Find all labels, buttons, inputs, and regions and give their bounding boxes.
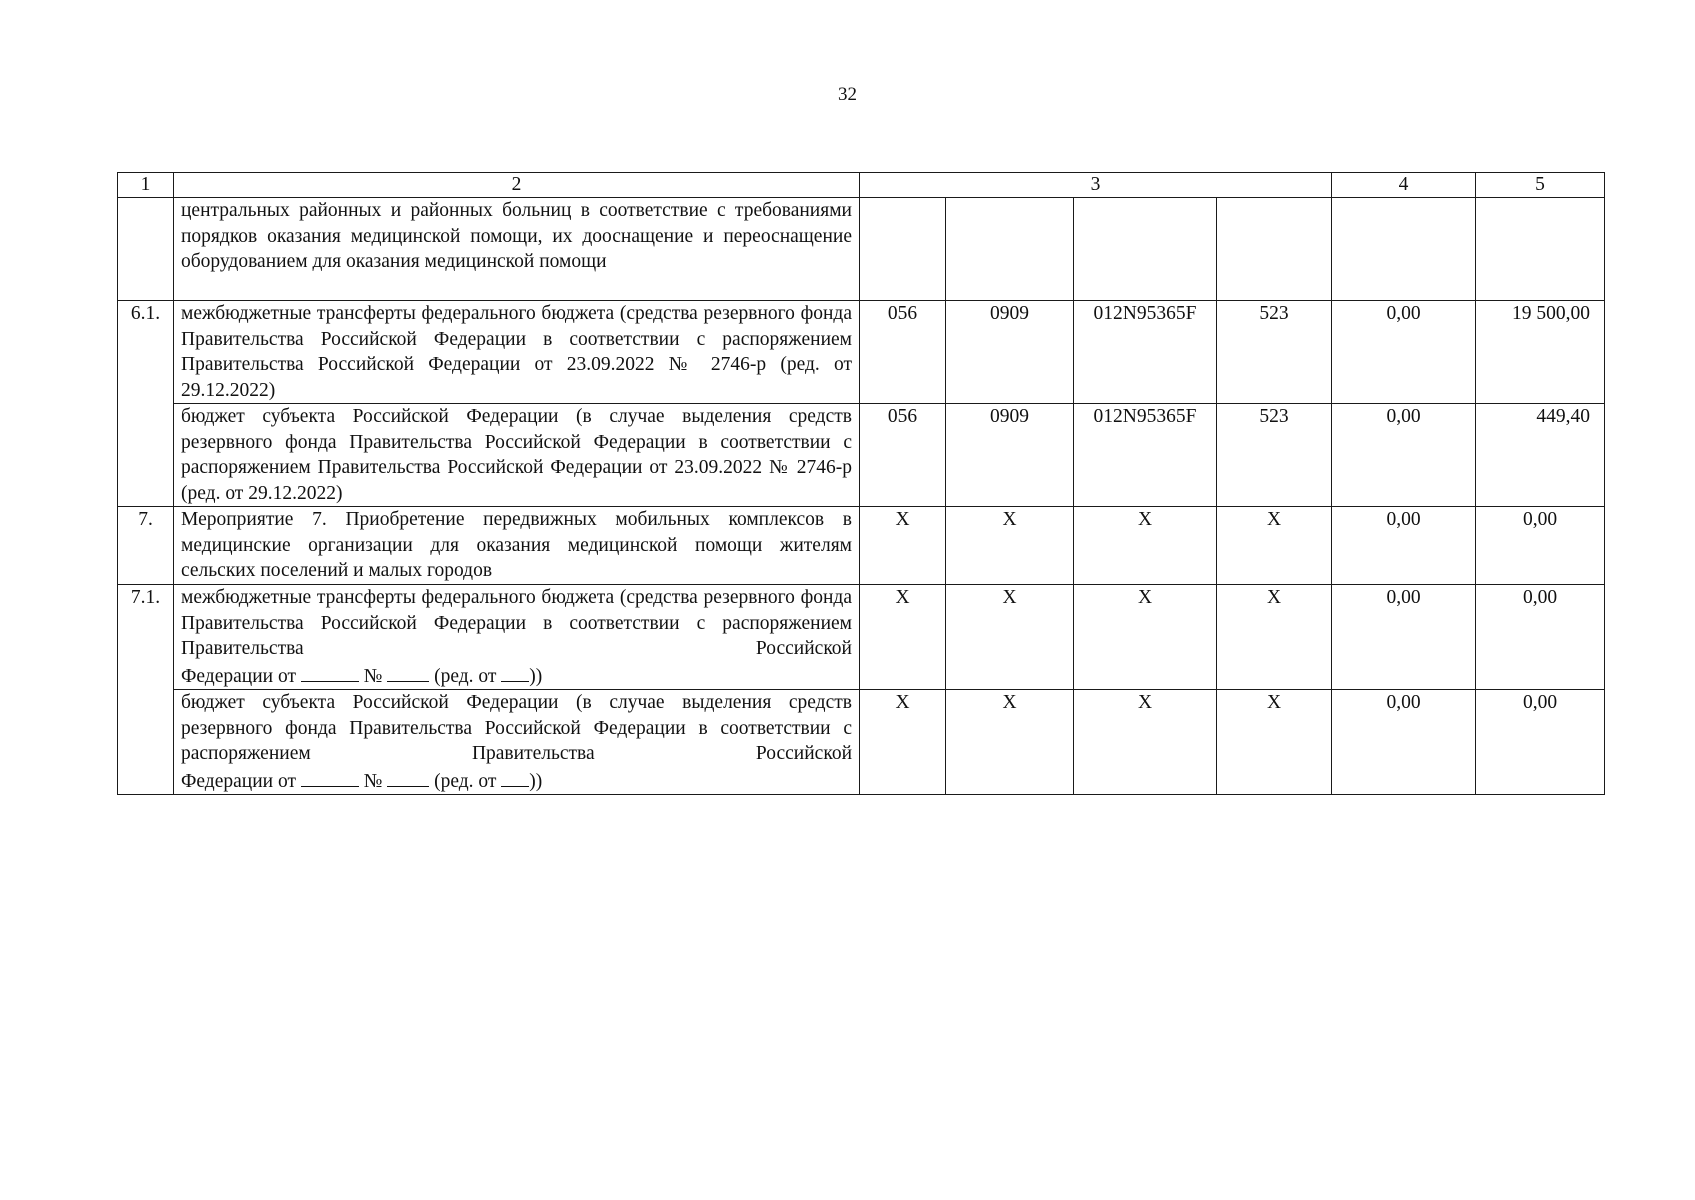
header-col-1: 1 bbox=[118, 173, 174, 198]
cell-code-3: Х bbox=[1074, 690, 1217, 795]
cell-value-5: 0,00 bbox=[1476, 507, 1605, 585]
header-col-3: 3 bbox=[860, 173, 1332, 198]
cell-code-2: 0909 bbox=[946, 404, 1074, 507]
tail-date-label: Федерации от bbox=[181, 770, 296, 792]
cell-value-5 bbox=[1476, 198, 1605, 301]
cell-code-1: Х bbox=[860, 690, 946, 795]
cell-code-3 bbox=[1074, 198, 1217, 301]
tail-edition-label: (ред. от bbox=[434, 770, 497, 792]
tail-number-sign: № bbox=[363, 770, 383, 792]
row-number bbox=[118, 198, 174, 301]
tail-date-label: Федерации от bbox=[181, 665, 296, 687]
cell-value-4: 0,00 bbox=[1332, 585, 1476, 690]
header-col-5: 5 bbox=[1476, 173, 1605, 198]
row-description-main: бюджет субъекта Российской Федерации (в случае выделения средств резервного фонда Правительства Российской Федерации в соответствии с распоряжением Правительства Российской bbox=[181, 692, 852, 764]
row-description-main: межбюджетные трансферты федерального бюджета (средства резервного фонда Правительства Российской Федерации в соответствии с распоряжением Правительства Российской bbox=[181, 587, 852, 659]
table-header-row bbox=[118, 173, 1605, 198]
cell-value-4: 0,00 bbox=[1332, 301, 1476, 404]
cell-code-2: 0909 bbox=[946, 301, 1074, 404]
cell-value-4: 0,00 bbox=[1332, 690, 1476, 795]
row-description-tail bbox=[181, 662, 852, 690]
row-description: центральных районных и районных больниц в соответствие с требованиями порядков оказания медицинской помощи, их дооснащение и переоснащение оборудованием для оказания медицинской помощи bbox=[174, 198, 860, 301]
cell-code-1: 056 bbox=[860, 404, 946, 507]
table-row bbox=[118, 198, 1605, 301]
cell-code-3: Х bbox=[1074, 507, 1217, 585]
cell-code-4: 523 bbox=[1217, 301, 1332, 404]
cell-code-4: 523 bbox=[1217, 404, 1332, 507]
row-description bbox=[174, 585, 860, 690]
cell-code-2: Х bbox=[946, 585, 1074, 690]
cell-value-4: 0,00 bbox=[1332, 404, 1476, 507]
cell-value-5: 19 500,00 bbox=[1476, 301, 1605, 404]
tail-close: )) bbox=[529, 770, 543, 792]
cell-value-5: 0,00 bbox=[1476, 690, 1605, 795]
row-number: 7.1. bbox=[118, 585, 174, 795]
cell-code-2: Х bbox=[946, 507, 1074, 585]
cell-code-4: Х bbox=[1217, 507, 1332, 585]
cell-code-3: Х bbox=[1074, 585, 1217, 690]
cell-code-1: 056 bbox=[860, 301, 946, 404]
blank-number bbox=[387, 767, 429, 787]
row-description: межбюджетные трансферты федерального бюджета (средства резервного фонда Правительства Российской Федерации в соответствии с распоряжением Правительства Российской Федерации от 23.09.2022 № 2746-р (ред. от 29.12.2022) bbox=[174, 301, 860, 404]
table-row bbox=[118, 301, 1605, 404]
cell-code-2 bbox=[946, 198, 1074, 301]
blank-number bbox=[387, 662, 429, 682]
table-row bbox=[118, 585, 1605, 690]
row-number: 6.1. bbox=[118, 301, 174, 507]
budget-table bbox=[117, 172, 1605, 795]
table-row bbox=[118, 404, 1605, 507]
cell-value-4 bbox=[1332, 198, 1476, 301]
cell-code-1: Х bbox=[860, 585, 946, 690]
cell-code-4 bbox=[1217, 198, 1332, 301]
blank-date bbox=[301, 767, 359, 787]
tail-number-sign: № bbox=[363, 665, 383, 687]
row-description-tail bbox=[181, 767, 852, 795]
page-number: 32 bbox=[838, 84, 857, 105]
blank-edition bbox=[501, 662, 529, 682]
tail-edition-label: (ред. от bbox=[434, 665, 497, 687]
cell-code-1: Х bbox=[860, 507, 946, 585]
row-description bbox=[174, 690, 860, 795]
row-number: 7. bbox=[118, 507, 174, 585]
cell-code-3: 012N95365F bbox=[1074, 404, 1217, 507]
cell-value-5: 0,00 bbox=[1476, 585, 1605, 690]
table-row bbox=[118, 690, 1605, 795]
cell-code-4: Х bbox=[1217, 690, 1332, 795]
cell-value-4: 0,00 bbox=[1332, 507, 1476, 585]
row-description: бюджет субъекта Российской Федерации (в случае выделения средств резервного фонда Правительства Российской Федерации в соответствии с распоряжением Правительства Российской Федерации от 23.09.2022 № 2746-р (ред. от 29.12.2022) bbox=[174, 404, 860, 507]
cell-code-2: Х bbox=[946, 690, 1074, 795]
table-row bbox=[118, 507, 1605, 585]
blank-edition bbox=[501, 767, 529, 787]
cell-code-4: Х bbox=[1217, 585, 1332, 690]
blank-date bbox=[301, 662, 359, 682]
header-col-2: 2 bbox=[174, 173, 860, 198]
row-description: Мероприятие 7. Приобретение передвижных мобильных комплексов в медицинские организации для оказания медицинской помощи жителям сельских поселений и малых городов bbox=[174, 507, 860, 585]
tail-close: )) bbox=[529, 665, 543, 687]
cell-value-5: 449,40 bbox=[1476, 404, 1605, 507]
cell-code-3: 012N95365F bbox=[1074, 301, 1217, 404]
header-col-4: 4 bbox=[1332, 173, 1476, 198]
cell-code-1 bbox=[860, 198, 946, 301]
